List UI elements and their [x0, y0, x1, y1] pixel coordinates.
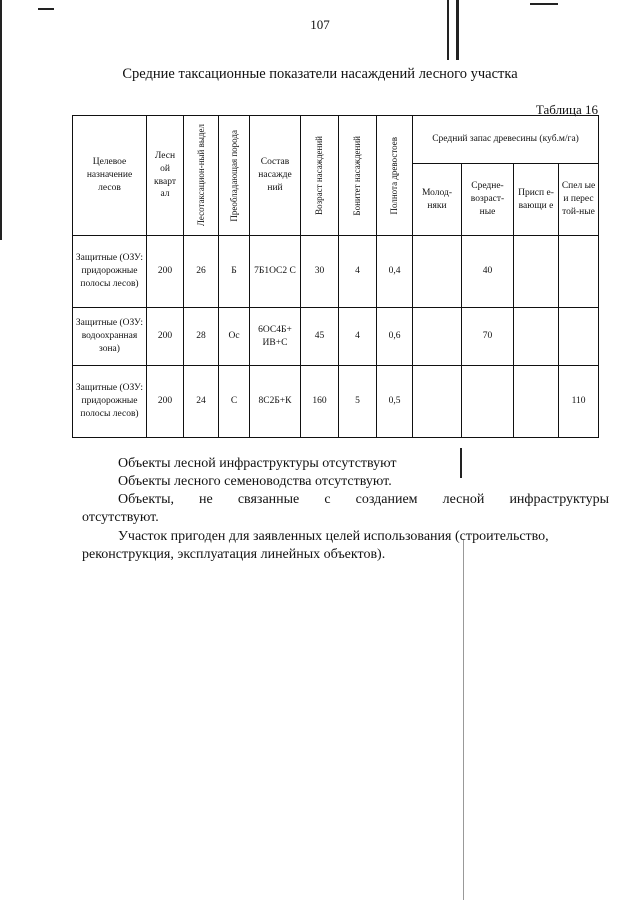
table-row: [73, 236, 599, 308]
header-stock-group: Средний запас древесины (куб.м/га): [413, 116, 599, 164]
header-maturing: Присп е-вающи е: [514, 164, 559, 236]
cell-composition: 6ОС4Б+ ИВ+С: [250, 308, 301, 366]
header-allotment: [184, 116, 219, 236]
cell-species: Б: [219, 236, 250, 308]
cell-quarter: 200: [147, 236, 184, 308]
cell-bonitet: 5: [339, 366, 377, 438]
cell-mature: 110: [559, 366, 599, 438]
table-caption: Таблица 16: [535, 102, 598, 117]
cell-quarter: 200: [147, 308, 184, 366]
paragraph-unrelated-objects-line1: Объекты, не связанные с созданием лесной инфраструктуры: [118, 492, 609, 507]
cell-bonitet: 4: [339, 308, 377, 366]
header-middle-aged: Средне-возраст-ные: [462, 164, 514, 236]
header-density-label: Полнота древостоев: [389, 136, 400, 215]
header-density: [377, 116, 413, 236]
cell-age: 30: [301, 236, 339, 308]
cell-mature: [559, 236, 599, 308]
paragraph-no-seed-production: Объекты лесного семеноводства отсутствуют.: [118, 474, 392, 489]
header-young: Молод-няки: [413, 164, 462, 236]
cell-quarter: 200: [147, 366, 184, 438]
cell-purpose: Защитные (ОЗУ: придорожные полосы лесов): [73, 366, 147, 438]
cell-middle-aged: 70: [462, 308, 514, 366]
cell-purpose: Защитные (ОЗУ: придорожные полосы лесов): [73, 236, 147, 308]
cell-density: 0,4: [377, 236, 413, 308]
scan-mark: [530, 3, 558, 5]
cell-maturing: [514, 366, 559, 438]
header-allotment-label: Лесотаксацион-ный выдел: [195, 124, 206, 227]
cell-maturing: [514, 236, 559, 308]
cell-mature: [559, 308, 599, 366]
cell-density: 0,6: [377, 308, 413, 366]
cell-young: [413, 236, 462, 308]
cell-age: 45: [301, 308, 339, 366]
cell-allotment: 24: [184, 366, 219, 438]
header-bonitet-label: Бонитет насаждений: [352, 135, 363, 216]
header-purpose: Целевое назначение лесов: [73, 116, 147, 236]
paragraph-site-suitable-line2: реконструкция, эксплуатация линейных объектов).: [82, 547, 386, 562]
cell-composition: 7Б1ОС2 С: [250, 236, 301, 308]
scan-mark: [463, 540, 464, 900]
cell-allotment: 28: [184, 308, 219, 366]
header-species-label: Преобладающая порода: [228, 129, 239, 222]
cell-bonitet: 4: [339, 236, 377, 308]
header-species: [219, 116, 250, 236]
header-age: [301, 116, 339, 236]
cell-middle-aged: 40: [462, 236, 514, 308]
cell-middle-aged: [462, 366, 514, 438]
cell-species: С: [219, 366, 250, 438]
header-composition: Состав насажде ний: [250, 116, 301, 236]
paragraph-site-suitable-line1: Участок пригоден для заявленных целей использования (строительство,: [118, 529, 549, 544]
forest-inventory-table: [72, 115, 599, 438]
header-age-label: Возраст насаждений: [314, 136, 325, 215]
header-mature: Спел ые и перес той-ные: [559, 164, 599, 236]
cell-age: 160: [301, 366, 339, 438]
cell-allotment: 26: [184, 236, 219, 308]
paragraph-unrelated-objects-line2: отсутствуют.: [82, 510, 159, 525]
table-row: [73, 308, 599, 366]
document-title: Средние таксационные показатели насаждений лесного участка: [122, 66, 518, 82]
scan-mark: [38, 8, 54, 10]
header-bonitet: [339, 116, 377, 236]
cell-species: Ос: [219, 308, 250, 366]
cell-young: [413, 308, 462, 366]
scan-mark: [0, 0, 2, 240]
header-quarter: Лесн ой кварт ал: [147, 116, 184, 236]
table-row: [73, 366, 599, 438]
cell-density: 0,5: [377, 366, 413, 438]
cell-purpose: Защитные (ОЗУ: водоохранная зона): [73, 308, 147, 366]
cell-young: [413, 366, 462, 438]
paragraph-no-infrastructure: Объекты лесной инфраструктуры отсутствуют: [118, 456, 397, 471]
cell-composition: 8С2Б+К: [250, 366, 301, 438]
cell-maturing: [514, 308, 559, 366]
page-number: 107: [310, 17, 330, 32]
